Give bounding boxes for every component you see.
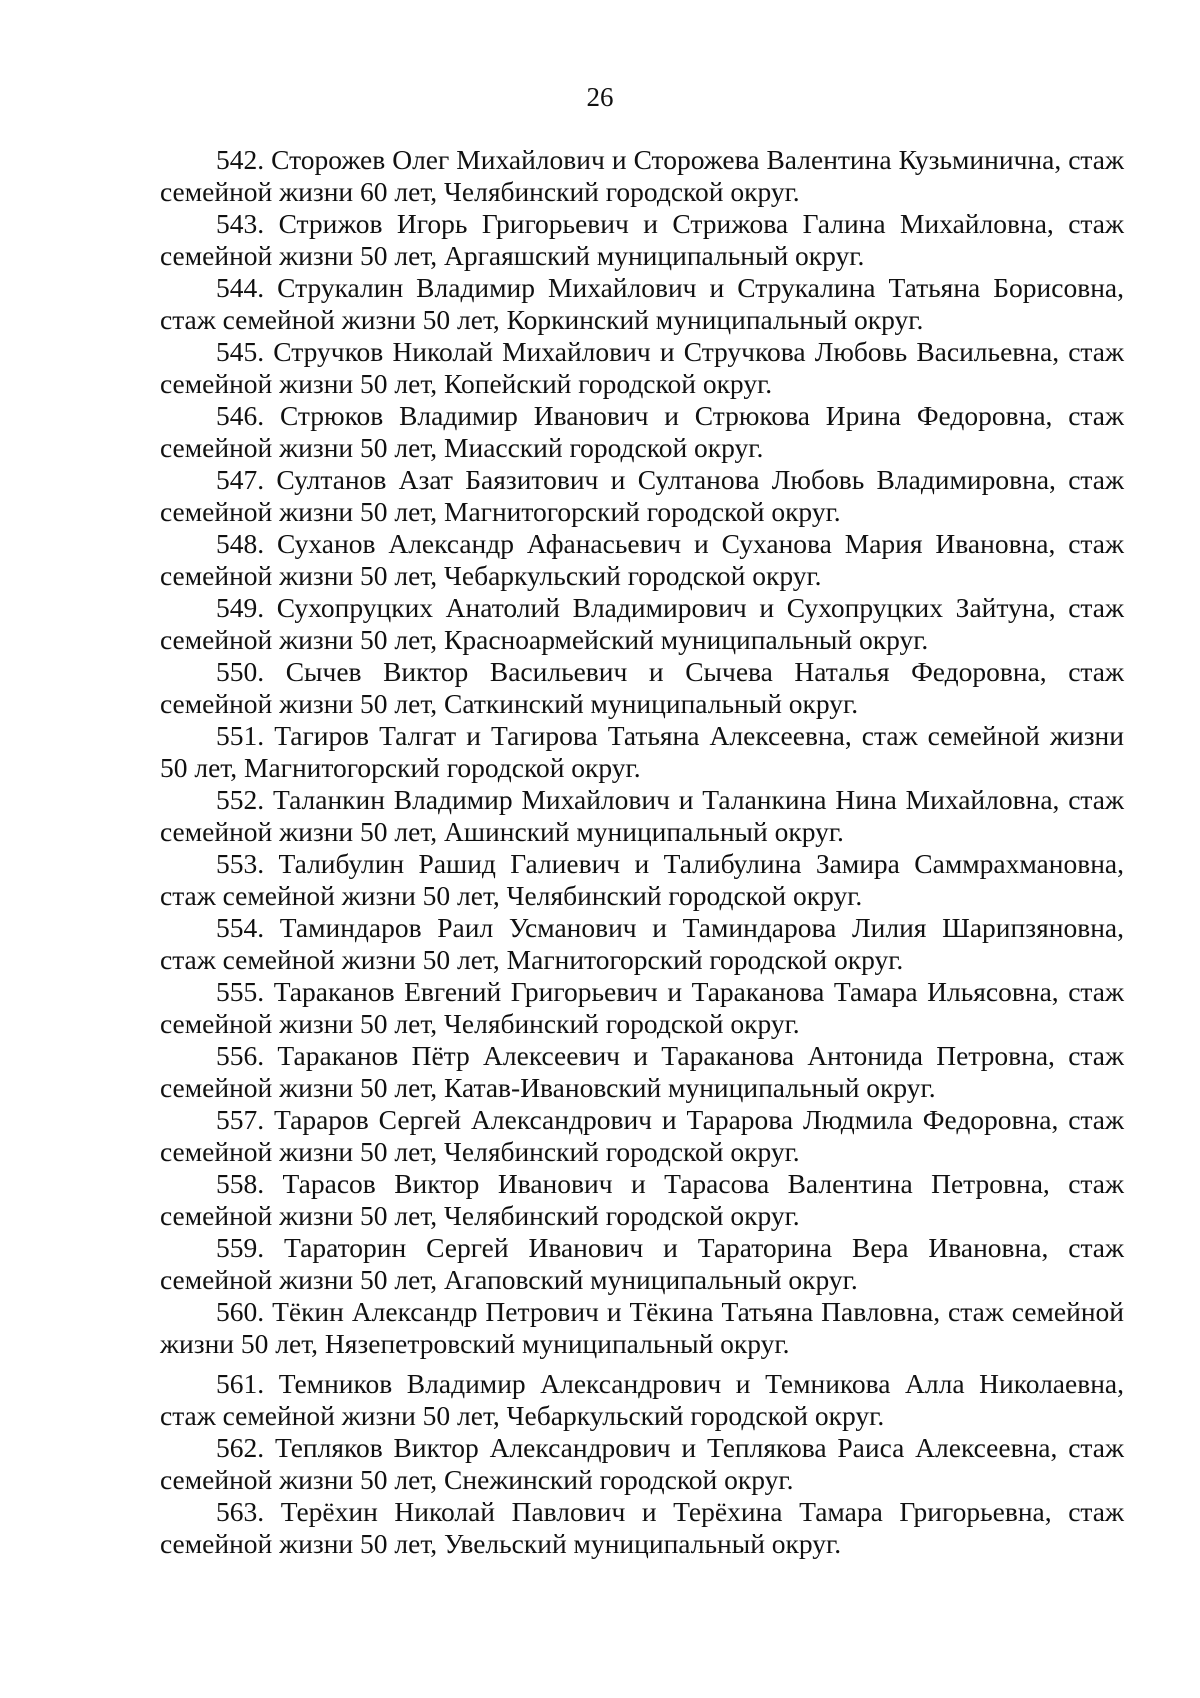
list-item: 549. Сухопруцких Анатолий Владимирович и Сухопруцких Зайтуна, стаж семейной жизни 50 лет, Красноармейский муниципальный округ. [160,592,1124,655]
list-item: 548. Суханов Александр Афанасьевич и Суханова Мария Ивановна, стаж семейной жизни 50 лет, Чебаркульский городской округ. [160,528,1124,591]
list-item: 545. Стручков Николай Михайлович и Стручкова Любовь Васильевна, стаж семейной жизни 50 лет, Копейский городской округ. [160,336,1124,399]
list-item: 551. Тагиров Талгат и Тагирова Татьяна Алексеевна, стаж семейной жизни 50 лет, Магнитогорский городской округ. [160,720,1124,783]
list-item: 556. Тараканов Пётр Алексеевич и Тараканова Антонида Петровна, стаж семейной жизни 50 лет, Катав-Ивановский муниципальный округ. [160,1040,1124,1103]
list-item: 560. Тёкин Александр Петрович и Тёкина Татьяна Павловна, стаж семейной жизни 50 лет, Нязепетровский муниципальный округ. [160,1296,1124,1359]
list-item: 550. Сычев Виктор Васильевич и Сычева Наталья Федоровна, стаж семейной жизни 50 лет, Саткинский муниципальный округ. [160,656,1124,719]
list-item: 543. Стрижов Игорь Григорьевич и Стрижова Галина Михайловна, стаж семейной жизни 50 лет, Аргаяшский муниципальный округ. [160,208,1124,271]
list-item: 557. Тараров Сергей Александрович и Тарарова Людмила Федоровна, стаж семейной жизни 50 лет, Челябинский городской округ. [160,1104,1124,1167]
list-item: 555. Тараканов Евгений Григорьевич и Тараканова Тамара Ильясовна, стаж семейной жизни 50 лет, Челябинский городской округ. [160,976,1124,1039]
entry-list [160,144,1124,1560]
list-item: 553. Талибулин Рашид Галиевич и Талибулина Замира Саммрахмановна, стаж семейной жизни 50 лет, Челябинский городской округ. [160,848,1124,911]
list-item: 554. Таминдаров Раил Усманович и Таминдарова Лилия Шарипзяновна, стаж семейной жизни 50 лет, Магнитогорский городской округ. [160,912,1124,975]
list-item: 562. Тепляков Виктор Александрович и Теплякова Раиса Алексеевна, стаж семейной жизни 50 лет, Снежинский городской округ. [160,1432,1124,1495]
page-number: 26 [586,82,614,112]
list-item: 563. Терёхин Николай Павлович и Терёхина Тамара Григорьевна, стаж семейной жизни 50 лет, Увельский муниципальный округ. [160,1496,1124,1559]
list-item: 561. Темников Владимир Александрович и Темникова Алла Николаевна, стаж семейной жизни 50 лет, Чебаркульский городской округ. [160,1368,1124,1431]
list-item: 552. Таланкин Владимир Михайлович и Таланкина Нина Михайловна, стаж семейной жизни 50 лет, Ашинский муниципальный округ. [160,784,1124,847]
list-item: 547. Султанов Азат Баязитович и Султанова Любовь Владимировна, стаж семейной жизни 50 лет, Магнитогорский городской округ. [160,464,1124,527]
list-item: 559. Тараторин Сергей Иванович и Тараторина Вера Ивановна, стаж семейной жизни 50 лет, Агаповский муниципальный округ. [160,1232,1124,1295]
list-item: 542. Сторожев Олег Михайлович и Сторожева Валентина Кузьминична, стаж семейной жизни 60 лет, Челябинский городской округ. [160,144,1124,207]
list-item: 546. Стрюков Владимир Иванович и Стрюкова Ирина Федоровна, стаж семейной жизни 50 лет, Миасский городской округ. [160,400,1124,463]
list-item: 544. Струкалин Владимир Михайлович и Струкалина Татьяна Борисовна, стаж семейной жизни 50 лет, Коркинский муниципальный округ. [160,272,1124,335]
list-item: 558. Тарасов Виктор Иванович и Тарасова Валентина Петровна, стаж семейной жизни 50 лет, Челябинский городской округ. [160,1168,1124,1231]
